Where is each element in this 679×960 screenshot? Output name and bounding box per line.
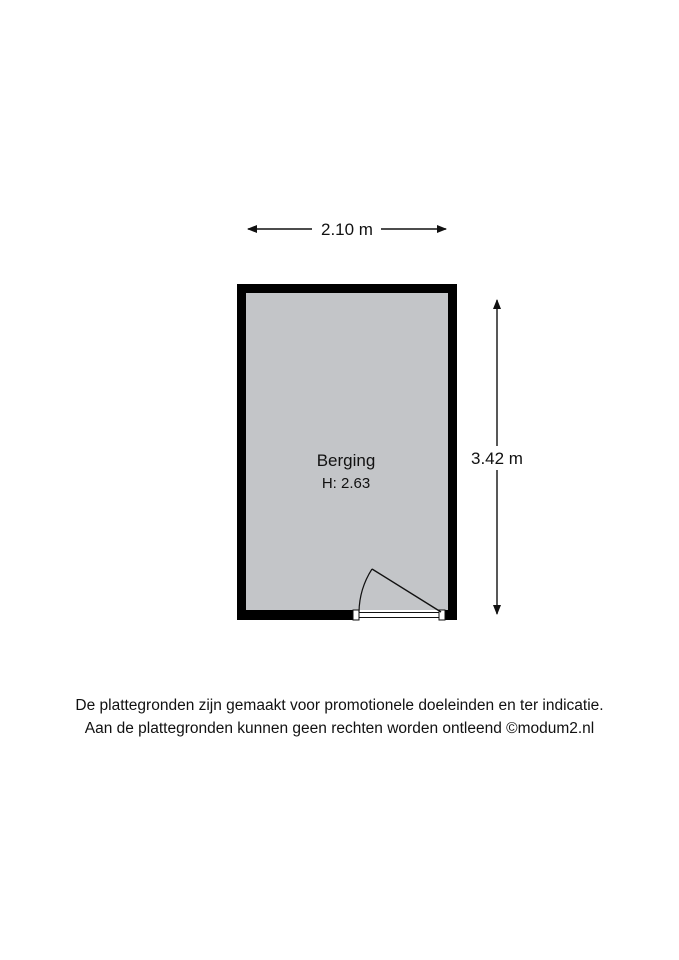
depth-dimension (466, 300, 528, 614)
disclaimer-line-2: Aan de plattegronden kunnen geen rechten worden ontleend ©modum2.nl (84, 720, 595, 737)
room-height-label: H: 2.63 (321, 475, 371, 492)
door-jamb-left (353, 610, 359, 620)
disclaimer-line-1: De plattegronden zijn gemaakt voor promotionele doeleinden en ter indicatie. (75, 697, 604, 714)
width-dimension-label: 2.10 m (321, 220, 373, 239)
room-name-label: Berging (316, 451, 376, 470)
room-berging (237, 284, 457, 620)
door-opening (353, 610, 445, 620)
depth-dimension-label: 3.42 m (471, 449, 523, 468)
width-dimension (248, 220, 446, 239)
